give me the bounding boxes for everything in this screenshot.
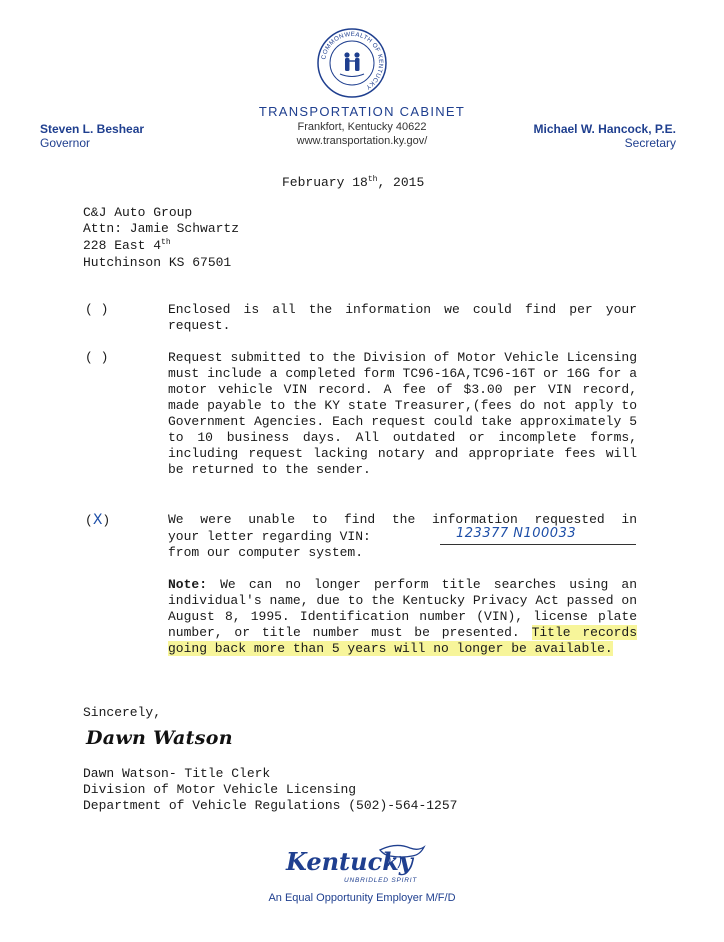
svg-text:Kentucky: Kentucky	[286, 847, 413, 876]
governor-title: Governor	[40, 136, 91, 150]
checkmark-x-icon: X	[92, 512, 103, 528]
agency-title: TRANSPORTATION CABINET	[258, 104, 466, 119]
agency-city: Frankfort, Kentucky 40622	[297, 121, 427, 133]
signature: Dawn Watson	[86, 727, 233, 749]
note-label: Note:	[168, 577, 208, 592]
signer-division: Division of Motor Vehicle Licensing	[83, 782, 357, 797]
governor-name: Steven L. Beshear	[40, 122, 145, 136]
svg-text:UNBRIDLED SPIRIT: UNBRIDLED SPIRIT	[344, 877, 418, 884]
equal-opportunity-statement: An Equal Opportunity Employer M/F/D	[268, 892, 456, 904]
kentucky-unbridled-spirit-logo	[284, 842, 429, 886]
signer-department: Department of Vehicle Regulations (502)-564-1257	[83, 798, 458, 813]
recipient-attn: Attn: Jamie Schwartz	[83, 221, 240, 236]
vin-value: 123377 N100033	[456, 526, 577, 541]
kentucky-seal-icon	[316, 27, 388, 99]
vin-field[interactable]	[440, 526, 636, 545]
secretary-name: Michael W. Hancock, P.E.	[533, 122, 676, 136]
not-found-line-1: We were unable to find the information requested in	[168, 512, 637, 527]
checkbox-enclosed[interactable]: ( )	[85, 302, 109, 317]
recipient-street: 228 East 4th	[83, 238, 171, 253]
checkbox-request-requirements[interactable]: ( )	[85, 350, 109, 365]
not-found-line-2: your letter regarding VIN:	[168, 529, 371, 544]
agency-website[interactable]: www.transportation.ky.gov/	[296, 135, 428, 147]
not-found-line-3: from our computer system.	[168, 545, 364, 560]
privacy-note	[168, 577, 637, 657]
paragraph-request-requirements: Request submitted to the Division of Motor Vehicle Licensing must include a completed form TC96-16A,TC96-16T or 16G for a motor vehicle VIN record. A fee of $3.00 per VIN record, made payable to the KY state Treasurer,(fees do not apply to Government Agencies. Each request could take approximately 5 to 10 business days. All outdated or incomplete forms, including request lacking notary and appropriate fees will be returned to the sender.	[168, 350, 637, 477]
letter-date: February 18th, 2015	[282, 175, 425, 190]
note-text: We can no longer perform title searches using an individual's name, due to the Kentucky Privacy Act passed on August 8, 1995. Identification number (VIN), license plate number, or title number must be presented.	[168, 577, 637, 640]
recipient-company: C&J Auto Group	[83, 205, 193, 220]
paragraph-enclosed: Enclosed is all the information we could find per your request.	[168, 302, 637, 333]
salutation: Sincerely,	[83, 705, 162, 720]
svg-text:COMMONWEALTH OF KENTUCKY: COMMONWEALTH OF KENTUCKY	[320, 30, 385, 91]
note-highlight: Title records going back more than 5 years will no longer be available.	[168, 625, 637, 656]
signer-name-title: Dawn Watson- Title Clerk	[83, 766, 271, 781]
secretary-title: Secretary	[624, 136, 676, 150]
recipient-city: Hutchinson KS 67501	[83, 255, 232, 270]
checkbox-not-found[interactable]: (X)	[85, 512, 111, 528]
